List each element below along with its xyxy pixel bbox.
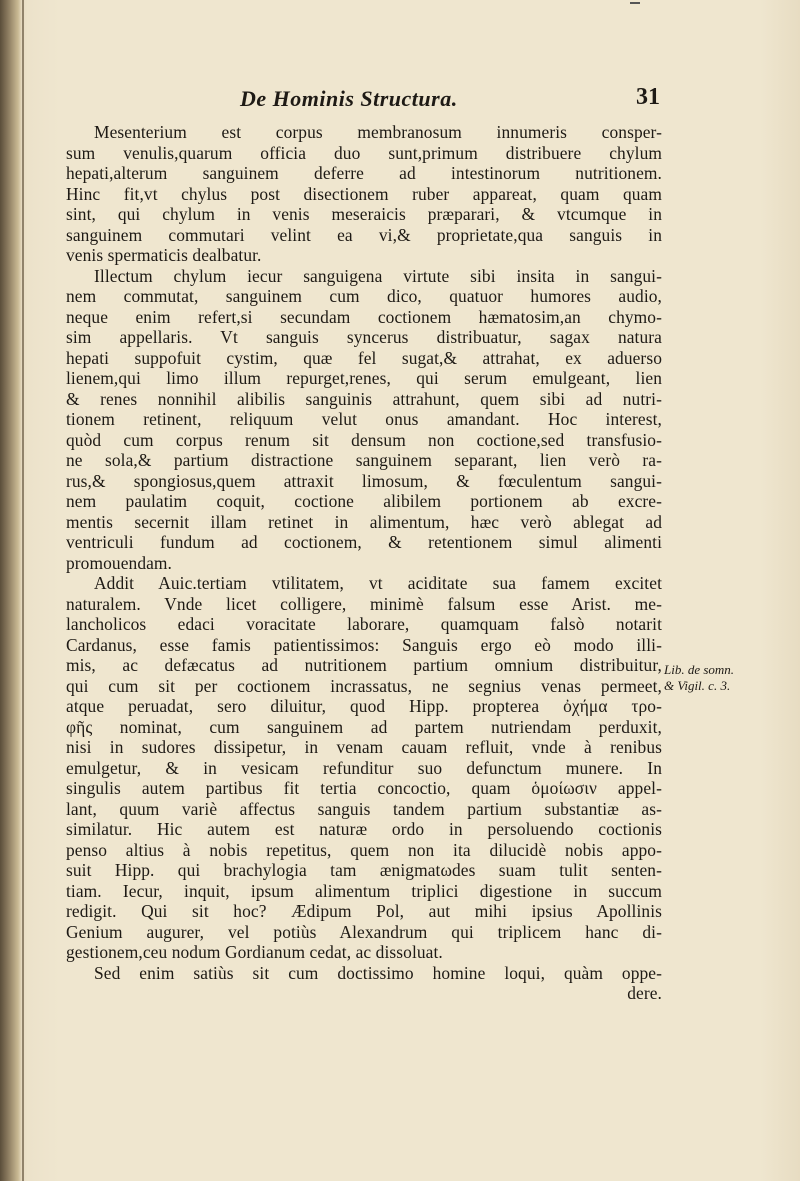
text-line: naturalem. Vnde licet colligere, minimè falsum esse Arist. me-: [66, 593, 662, 614]
text-line: Hinc fit,vt chylus post disectionem ruber appareat, quam quam: [66, 183, 662, 204]
text-line: gestionem,ceu nodum Gordianum cedat, ac dissoluat.: [66, 942, 443, 962]
margin-note-line: & Vigil. c. 3.: [664, 678, 731, 693]
text-line: Cardanus, esse famis patientissimos: Sanguis ergo eò modo illi-: [66, 634, 662, 655]
text-line: rus,& spongiosus,quem attraxit limosum, & fœculentum sangui-: [66, 470, 662, 491]
text-line: lancholicos edaci voracitate laborare, quamquam falsò notarit: [66, 614, 662, 634]
text-line: sint, qui chylum in venis meseraicis præparari, & vtcumque in: [66, 204, 662, 224]
margin-note: [664, 662, 774, 694]
text-line: qui cum sit per coctionem incrassatus, ne segnius venas permeet,: [66, 675, 662, 696]
text-line: sim appellaris. Vt sanguis syncerus distribuatur, sagax natura: [66, 327, 662, 347]
gutter-line: [22, 0, 24, 1181]
page-header: [240, 86, 660, 116]
text-line: Mesenterium est corpus membranosum innumeris consper-: [94, 122, 662, 142]
page-number: 31: [636, 84, 660, 110]
top-mark: [630, 2, 640, 4]
text-line: emulgetur, & in vesicam refunditur suo defunctum munere. In: [66, 757, 662, 778]
text-line: penso altius à nobis repetitus, quem non ita dilucidè nobis appo-: [66, 839, 662, 860]
text-line: suit Hipp. qui brachylogia tam ænigmatωdes suam tulit senten-: [66, 860, 662, 880]
text-line: & renes nonnihil alibilis sanguinis attrahunt, quem sibi ad nutri-: [66, 388, 662, 409]
catchword-line: dere.: [627, 983, 662, 1003]
text-line: neque enim refert,si secundam coctionem hæmatosim,an chymo-: [66, 306, 662, 327]
text-line: quòd cum corpus renum sit densum non coctione,sed transfusio-: [66, 429, 662, 450]
text-line: ne sola,& partium distractione sanguinem separant, lien verò ra-: [66, 450, 662, 470]
text-line: sanguinem commutari velint ea vi,& proprietate,qua sanguis in: [66, 224, 662, 245]
text-line: ventriculi fundum ad coctionem, & retentionem simul alimenti: [66, 532, 662, 552]
text-line: nem paulatim coquit, coctione alibilem portionem ab excre-: [66, 491, 662, 511]
text-line: venis spermaticis dealbatur.: [66, 245, 262, 265]
text-line: Sed enim satiùs sit cum doctissimo homine loqui, quàm oppe-: [94, 962, 662, 983]
text-line: atque peruadat, sero diluitur, quod Hipp. propterea ὀχήμα τρο-: [66, 696, 662, 716]
text-line: mis, ac defæcatus ad nutritionem partium omnium distribuitur,: [66, 655, 662, 675]
text-line: lant, quum variè affectus sanguis tandem partium substantiæ as-: [66, 798, 662, 819]
text-line: lienem,qui limo illum repurget,renes, qui serum emulgeant, lien: [66, 368, 662, 388]
text-line: Illectum chylum iecur sanguigena virtute sibi insita in sangui-: [94, 265, 662, 286]
text-line: nem commutat, sanguinem cum dico, quatuor humores audio,: [66, 286, 662, 306]
text-line: mentis secernit illam retinet in alimentum, hæc verò ablegat ad: [66, 511, 662, 532]
text-line: nisi in sudores dissipetur, in venam cauam refluit, vnde à renibus: [66, 737, 662, 757]
binding-gutter: [0, 0, 22, 1181]
text-line: Addit Auic.tertiam vtilitatem, vt aciditate sua famem excitet: [94, 573, 662, 593]
body-text: [66, 122, 662, 1004]
text-line: tionem retinent, reliquum velut onus amandant. Hoc interest,: [66, 409, 662, 429]
text-line: φῆς nominat, cum sanguinem ad partem nutriendam perduxit,: [66, 716, 662, 737]
text-line: Genium augurer, vel potiùs Alexandrum qui triplicem hanc di-: [66, 921, 662, 942]
text-line: similatur. Hic autem est naturæ ordo in persoluendo coctionis: [66, 819, 662, 839]
text-line: hepati,alterum sanguinem deferre ad intestinorum nutritionem.: [66, 163, 662, 183]
text-line: sum venulis,quarum officia duo sunt,primum distribuere chylum: [66, 142, 662, 163]
text-line: redigit. Qui sit hoc? Ædipum Pol, aut mihi ipsius Apollinis: [66, 901, 662, 921]
text-line: singulis autem partibus fit tertia concoctio, quam ὁμοίωσιν appel-: [66, 778, 662, 798]
text-line: tiam. Iecur, inquit, ipsum alimentum triplici digestione in succum: [66, 880, 662, 901]
margin-note-line: Lib. de somn.: [664, 662, 735, 677]
text-line: hepati suppofuit cystim, quæ fel sugat,& attrahat, ex aduerso: [66, 347, 662, 368]
running-title: De Hominis Structura.: [240, 86, 458, 111]
text-line: promouendam.: [66, 552, 173, 573]
